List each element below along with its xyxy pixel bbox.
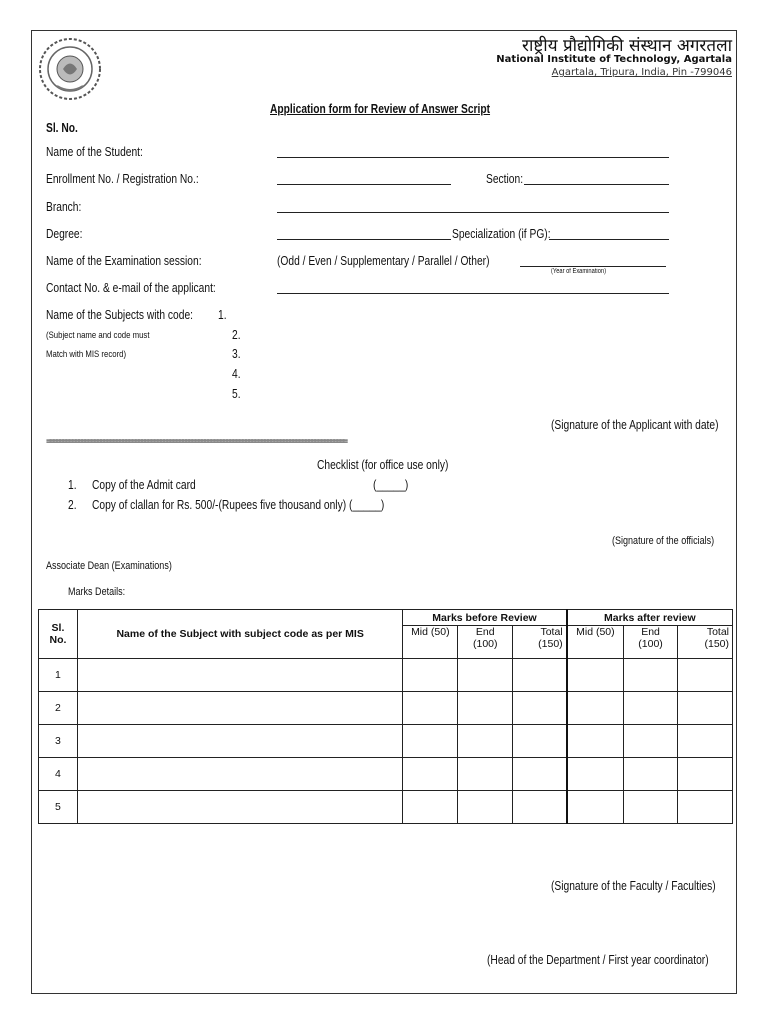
exam-year-field[interactable] [520,266,666,267]
contact-label: Contact No. & e-mail of the applicant: [46,281,216,295]
degree-label: Degree: [46,227,83,241]
institute-name-hindi: राष्ट्रीय प्रौद्योगिकी संस्थान अगरतला [522,36,732,56]
table-row [39,692,733,725]
checklist-item-1-text: Copy of the Admit card [92,478,196,492]
row-number: 5 [39,791,78,824]
mark-cell[interactable] [458,758,513,791]
enrollment-field[interactable] [277,184,451,185]
total-before-header: Total (150) [513,626,567,659]
mark-cell[interactable] [567,659,624,692]
branch-label: Branch: [46,200,82,214]
mark-cell[interactable] [678,692,733,725]
subject-cell[interactable] [77,692,402,725]
mark-cell[interactable] [513,725,567,758]
mark-cell[interactable] [624,692,678,725]
row-number: 3 [39,725,78,758]
subject-number: 1. [218,308,227,322]
subject-number: 5. [232,387,241,401]
mark-cell[interactable] [513,659,567,692]
table-row [39,725,733,758]
checklist-item-2-text: Copy of clallan for Rs. 500/-(Rupees five thousand only) (_____) [92,498,385,512]
subject-number: 3. [232,347,241,361]
mark-cell[interactable] [624,791,678,824]
table-row [39,791,733,824]
faculty-signature-label: (Signature of the Faculty / Faculties) [551,879,716,893]
checklist-item-1-number: 1. [68,478,77,492]
end-before-header: End (100) [458,626,513,659]
institute-logo [37,36,103,102]
form-title: Application form for Review of Answer Script [270,102,491,116]
subject-cell[interactable] [77,725,402,758]
table-row [39,659,733,692]
specialization-field[interactable] [549,239,669,240]
sl-no-header: Sl. No. [39,610,78,659]
mark-cell[interactable] [567,725,624,758]
mark-cell[interactable] [458,659,513,692]
subjects-note-2: Match with MIS record) [46,349,127,360]
checklist-item-1-box[interactable]: (_____) [373,478,409,492]
checklist-title: Checklist (for office use only) [317,458,449,472]
enrollment-label: Enrollment No. / Registration No.: [46,172,199,186]
mark-cell[interactable] [403,692,458,725]
subject-header: Name of the Subject with subject code as per MIS [77,610,402,659]
row-number: 4 [39,758,78,791]
mark-cell[interactable] [513,692,567,725]
year-of-exam-note: (Year of Examination) [551,268,606,275]
checklist-item-2-number: 2. [68,498,77,512]
serial-number-label: Sl. No. [46,121,78,135]
institute-name-english: National Institute of Technology, Agartala [496,54,732,65]
mark-cell[interactable] [624,659,678,692]
applicant-signature-label: (Signature of the Applicant with date) [551,418,719,432]
mid-before-header: Mid (50) [403,626,458,659]
subjects-label: Name of the Subjects with code: [46,308,193,322]
mark-cell[interactable] [678,758,733,791]
mark-cell[interactable] [678,725,733,758]
officials-signature-label: (Signature of the officials) [612,535,715,547]
mark-cell[interactable] [403,659,458,692]
mark-cell[interactable] [567,758,624,791]
separator-line: =============================================================================================== [46,436,346,447]
mark-cell[interactable] [678,791,733,824]
mark-cell[interactable] [403,791,458,824]
marks-details-label: Marks Details: [68,586,126,598]
subject-cell[interactable] [77,758,402,791]
branch-field[interactable] [277,212,669,213]
total-after-header: Total (150) [678,626,733,659]
mark-cell[interactable] [513,791,567,824]
marks-after-header: Marks after review [567,610,733,626]
mark-cell[interactable] [458,791,513,824]
section-field[interactable] [524,184,669,185]
end-after-header: End (100) [624,626,678,659]
degree-field[interactable] [277,239,451,240]
mark-cell[interactable] [458,692,513,725]
subject-number: 4. [232,367,241,381]
table-row [39,758,733,791]
institute-address: Agartala, Tripura, India, Pin -799046 [551,67,732,78]
mark-cell[interactable] [624,725,678,758]
contact-field[interactable] [277,293,669,294]
mark-cell[interactable] [403,725,458,758]
marks-before-header: Marks before Review [403,610,567,626]
subject-cell[interactable] [77,659,402,692]
specialization-label: Specialization (if PG): [452,227,551,241]
section-label: Section: [486,172,524,186]
mark-cell[interactable] [403,758,458,791]
student-name-label: Name of the Student: [46,145,143,159]
subject-number: 2. [232,328,241,342]
associate-dean-label: Associate Dean (Examinations) [46,560,172,572]
exam-session-options: (Odd / Even / Supplementary / Parallel / Other) [277,254,490,268]
row-number: 1 [39,659,78,692]
mark-cell[interactable] [567,692,624,725]
hod-signature-label: (Head of the Department / First year coordinator) [487,953,709,967]
student-name-field[interactable] [277,157,669,158]
mark-cell[interactable] [678,659,733,692]
mid-after-header: Mid (50) [567,626,624,659]
mark-cell[interactable] [458,725,513,758]
exam-session-label: Name of the Examination session: [46,254,202,268]
mark-cell[interactable] [513,758,567,791]
mark-cell[interactable] [567,791,624,824]
mark-cell[interactable] [624,758,678,791]
row-number: 2 [39,692,78,725]
marks-table [38,609,733,824]
subjects-note-1: (Subject name and code must [46,330,150,341]
subject-cell[interactable] [77,791,402,824]
